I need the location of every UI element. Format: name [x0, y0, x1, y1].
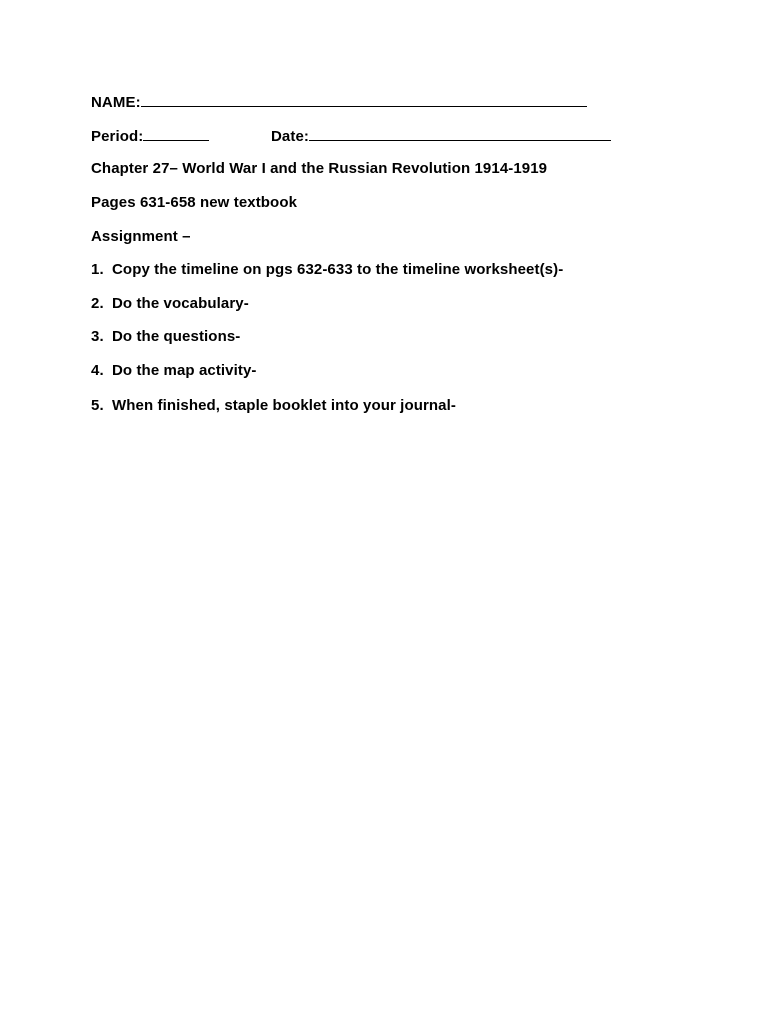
- period-label: Period:: [91, 128, 144, 145]
- chapter-title: Chapter 27– World War I and the Russian Revolution 1914-1919: [91, 160, 548, 177]
- name-blank: [141, 93, 587, 107]
- period-blank: [143, 127, 209, 141]
- list-item-number: 3.: [91, 328, 104, 345]
- date-blank: [309, 127, 611, 141]
- period-line: [91, 127, 209, 146]
- name-line: [91, 93, 587, 112]
- assignment-heading: Assignment –: [91, 228, 191, 245]
- date-line: [271, 127, 611, 146]
- date-label: Date:: [271, 128, 310, 145]
- list-item: [91, 397, 456, 415]
- list-item-text: Do the vocabulary-: [112, 295, 249, 312]
- list-item-number: 1.: [91, 261, 104, 278]
- list-item-text: Copy the timeline on pgs 632-633 to the timeline worksheet(s)-: [112, 261, 564, 278]
- list-item: [91, 328, 240, 346]
- list-item-number: 2.: [91, 295, 104, 312]
- list-item-text: When finished, staple booklet into your journal-: [112, 397, 456, 414]
- pages-line: Pages 631-658 new textbook: [91, 194, 298, 211]
- list-item: [91, 362, 257, 380]
- name-label: NAME:: [91, 94, 141, 111]
- list-item-text: Do the map activity-: [112, 362, 257, 379]
- list-item: [91, 261, 563, 279]
- list-item-number: 5.: [91, 397, 104, 414]
- list-item-text: Do the questions-: [112, 328, 241, 345]
- list-item: [91, 295, 249, 313]
- list-item-number: 4.: [91, 362, 104, 379]
